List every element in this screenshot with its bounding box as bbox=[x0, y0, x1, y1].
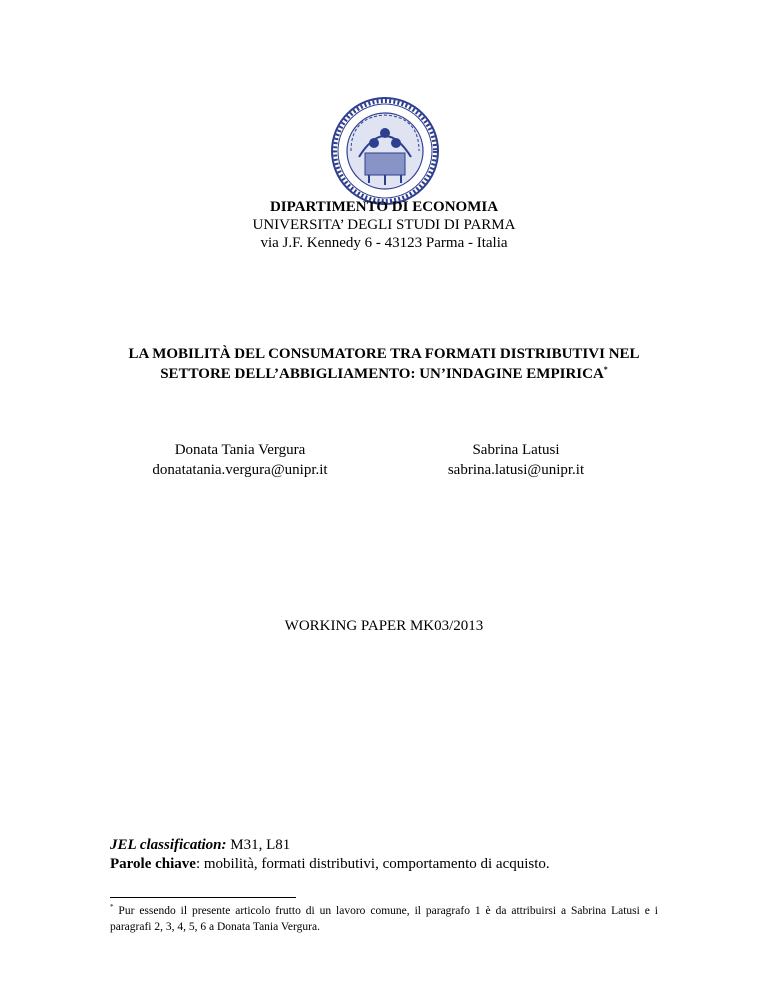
author-2-email[interactable]: sabrina.latusi@unipr.it bbox=[447, 462, 585, 478]
footnote bbox=[110, 903, 658, 935]
author-1 bbox=[110, 440, 370, 480]
keywords bbox=[110, 855, 710, 874]
footnote-text: Pur essendo il presente articolo frutto di un lavoro comune, il paragrafo 1 è da attribuirsi a Sabrina Latusi e i paragrafi 2, 3, 4, 5, 6 a Donata Tania Vergura. bbox=[110, 905, 658, 933]
university-name: UNIVERSITA’ DEGLI STUDI DI PARMA bbox=[252, 217, 516, 233]
keywords-value: : mobilità, formati distributivi, comportamento di acquisto. bbox=[195, 856, 550, 872]
title-footnote-mark: * bbox=[603, 365, 608, 374]
author-2 bbox=[386, 440, 646, 480]
footnote-mark: * bbox=[110, 903, 114, 912]
author-1-name: Donata Tania Vergura bbox=[174, 442, 306, 458]
university-address: via J.F. Kennedy 6 - 43123 Parma - Italia bbox=[260, 235, 508, 251]
department-header bbox=[0, 198, 768, 252]
title-line-2-text: SETTORE DELL’ABBIGLIAMENTO: UN’INDAGINE EMPIRICA bbox=[160, 366, 604, 382]
author-2-name: Sabrina Latusi bbox=[472, 442, 560, 458]
title-line-1: LA MOBILITÀ DEL CONSUMATORE TRA FORMATI DISTRIBUTIVI NEL bbox=[128, 346, 640, 362]
author-1-email[interactable]: donatatania.vergura@unipr.it bbox=[152, 462, 328, 478]
title-line-2 bbox=[0, 364, 768, 384]
footnote-divider bbox=[110, 897, 296, 898]
paper-title bbox=[0, 344, 768, 384]
working-paper-number: WORKING PAPER MK03/2013 bbox=[284, 618, 484, 634]
classification-block bbox=[110, 836, 710, 874]
jel-label: JEL classification: bbox=[110, 837, 227, 853]
jel-value: M31, L81 bbox=[226, 837, 291, 853]
university-seal-icon bbox=[329, 95, 441, 207]
keywords-label: Parole chiave bbox=[110, 856, 196, 872]
department-name: DIPARTIMENTO DI ECONOMIA bbox=[269, 199, 499, 215]
jel-classification bbox=[110, 836, 710, 855]
